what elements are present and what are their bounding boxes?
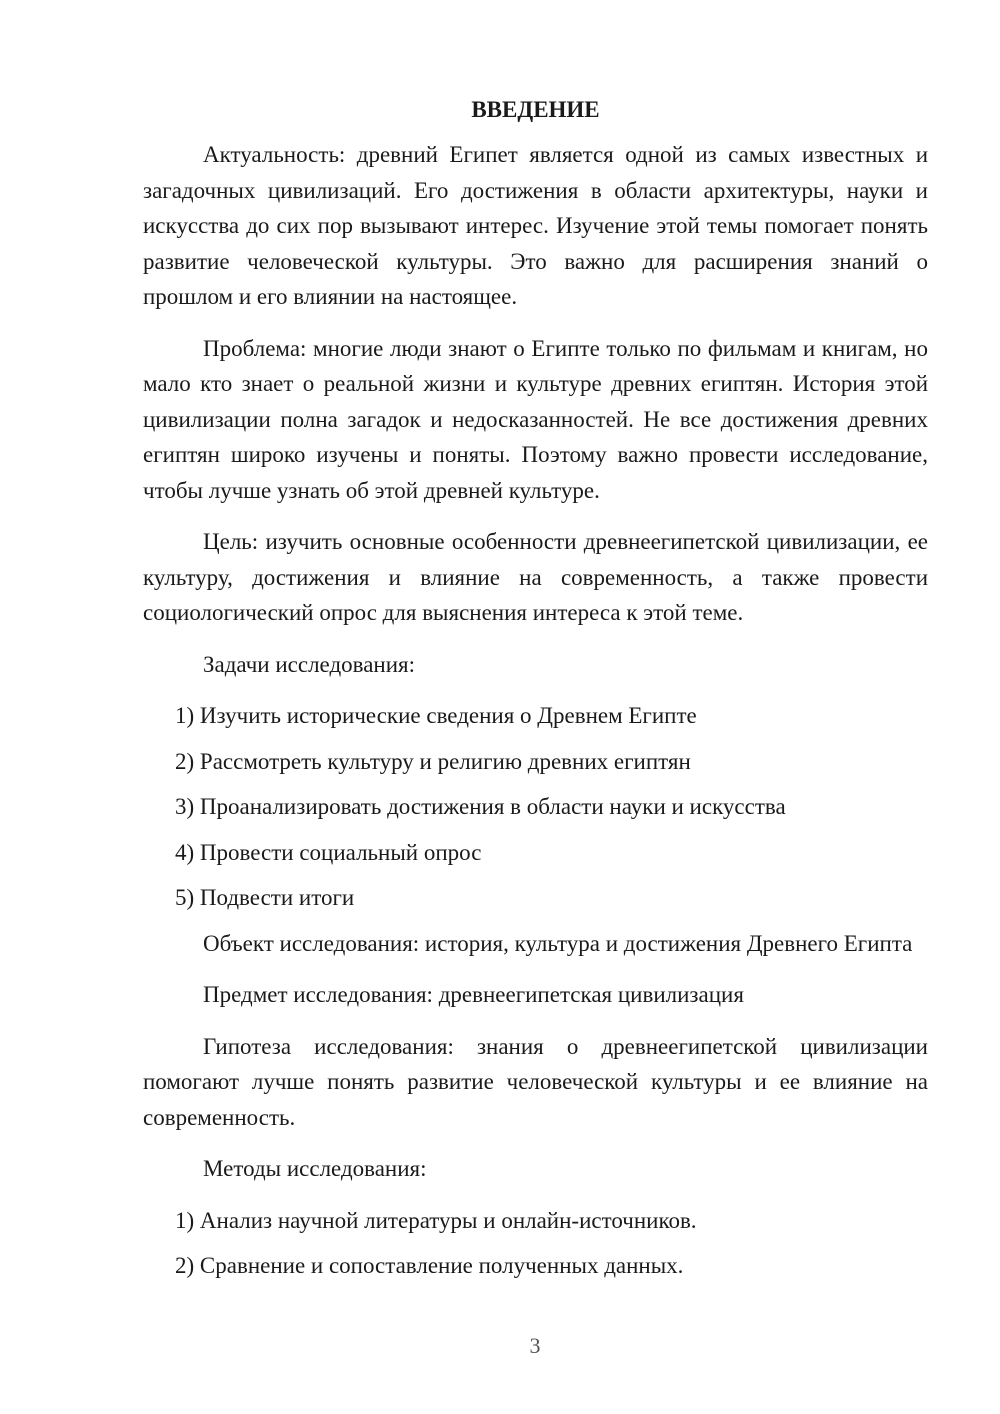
document-body — [143, 95, 928, 1294]
tasks-heading: Задачи исследования: — [203, 651, 416, 677]
tasks-list — [143, 698, 928, 916]
list-item: 2) Рассмотреть культуру и религию древних египтян — [175, 748, 691, 774]
list-item: 1) Анализ научной литературы и онлайн-источников. — [175, 1207, 697, 1233]
page-title: ВВЕДЕНИЕ — [471, 97, 600, 122]
list-item: 2) Сравнение и сопоставление полученных данных. — [175, 1253, 684, 1278]
relevance-paragraph: Актуальность: древний Египет является одной из самых известных и загадочных цивилизаций. Его достижения в области архитектуры, науки и искусства до сих пор вызывают интерес. Изучение этой темы помогает понять развитие человеческой культуры. Это важно для расширения знаний о прошлом и его влиянии на настоящее. — [143, 142, 928, 309]
goal-paragraph: Цель: изучить основные особенности древнеегипетской цивилизации, ее культуру, достижения и влияние на современность, а также провести социологический опрос для выяснения интереса к этой теме. — [143, 529, 928, 625]
list-item: 4) Провести социальный опрос — [175, 839, 482, 865]
methods-heading: Методы исследования: — [203, 1156, 427, 1181]
methods-list — [143, 1203, 928, 1284]
object-paragraph: Объект исследования: история, культура и достижения Древнего Египта — [203, 930, 913, 956]
list-item: 3) Проанализировать достижения в области науки и искусства — [175, 794, 786, 819]
list-item: 1) Изучить исторические сведения о Древнем Египте — [175, 703, 697, 728]
page-number: 3 — [529, 1333, 541, 1358]
hypothesis-paragraph: Гипотеза исследования: знания о древнеегипетской цивилизации помогают лучше понять развитие человеческой культуры и ее влияние на современность. — [143, 1033, 928, 1130]
problem-paragraph: Проблема: многие люди знают о Египте только по фильмам и книгам, но мало кто знает о реальной жизни и культуре древних египтян. История этой цивилизации полна загадок и недосказанностей. Не все достижения древних египтян широко изучены и поняты. Поэтому важно провести исследование, чтобы лучше узнать об этой древней культуре. — [143, 335, 928, 503]
list-item: 5) Подвести итоги — [175, 885, 355, 910]
subject-paragraph: Предмет исследования: древнеегипетская цивилизация — [203, 982, 744, 1007]
